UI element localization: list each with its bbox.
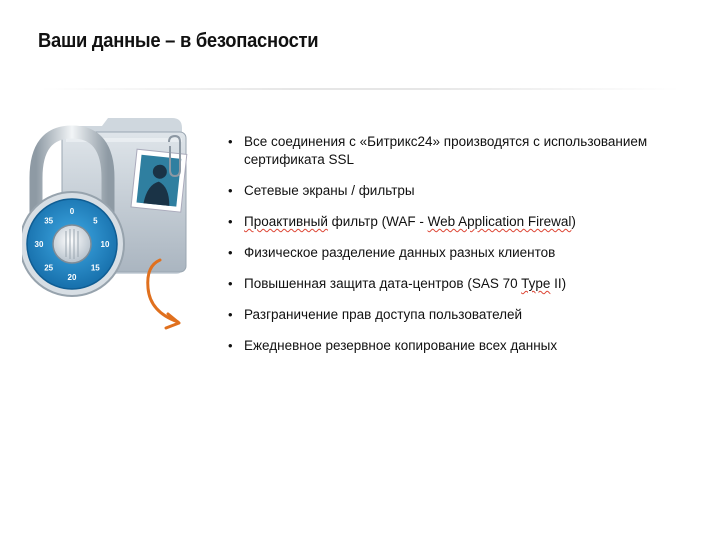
dial-number: 35 [44,216,54,226]
feature-list [228,133,698,368]
dial-number: 10 [100,240,110,249]
dial-number: 0 [69,207,75,216]
list-item: • Повышенная защита дата-центров (SAS 70 Type II) [228,276,567,291]
security-illustration [22,108,232,338]
dial-number: 5 [93,216,98,226]
list-item: • Ежедневное резервное копирование всех данных [228,338,558,353]
dial-number: 20 [67,273,77,282]
dial-number: 25 [44,263,54,273]
dial-number: 15 [90,263,100,273]
list-item: • Все соединения с «Битрикс24» производятся с использованием сертификата SSL [228,134,648,167]
dial-number: 30 [34,240,44,249]
list-item: • Физическое разделение данных разных клиентов [228,245,556,260]
list-item: • Проактивный фильтр (WAF - Web Application Firewal) [228,214,576,229]
list-item: • Сетевые экраны / фильтры [228,183,415,198]
slide-title: Ваши данные – в безопасности [38,30,319,52]
photo-icon [131,149,187,212]
list-item: • Разграничение прав доступа пользователей [228,307,523,322]
title-divider [40,88,680,90]
